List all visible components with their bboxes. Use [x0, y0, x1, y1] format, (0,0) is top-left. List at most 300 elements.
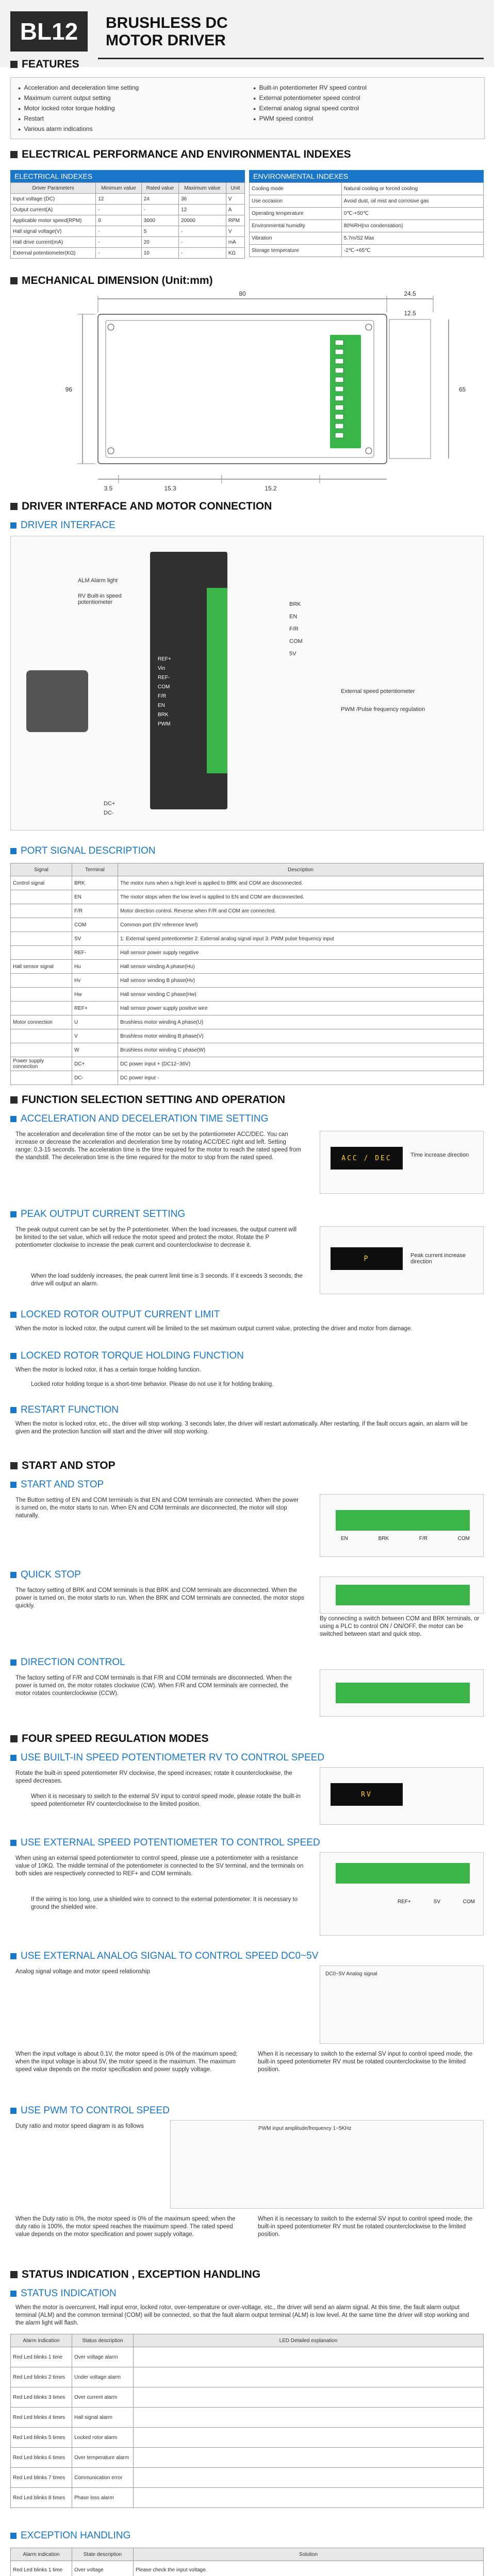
- cell: Communication error: [72, 2468, 134, 2488]
- cell: Red Led blinks 5 times: [11, 2428, 72, 2448]
- cell: W: [72, 1043, 118, 1057]
- accel-display: ACC / DEC: [331, 1147, 403, 1170]
- cell: [11, 1002, 72, 1015]
- accel-text: The acceleration and deceleration time of the motor can be set by the potentiometer ACC/DEC. You can increase or decrease the acceleration and deceleration time by rotating ACC/DEC right and left. Setting range: 0.3-15 seconds. The acceleration time is the time required for the motor to reach the rated speed from the standstill. The deceleration time is the time required for the motor to stop from the rated speed.: [15, 1131, 301, 1161]
- cell: [11, 890, 72, 904]
- dim-label: 12.5: [404, 310, 416, 317]
- terminal-label: BRK: [378, 1536, 389, 1541]
- feature-item: ● External analog signal speed control: [253, 104, 480, 114]
- pwm-label: PWM /Pulse frequency regulation: [341, 706, 425, 713]
- feature-item: ● Maximum current output setting: [18, 93, 245, 104]
- terminal-label: F/R: [158, 693, 167, 699]
- subsection-marker-icon: [10, 1353, 17, 1359]
- section-title: MECHANICAL DIMENSION (Unit:mm): [22, 275, 213, 286]
- cell: [11, 918, 72, 932]
- table-row: [11, 248, 245, 259]
- cell: V: [72, 1029, 118, 1043]
- cell: V: [226, 194, 244, 205]
- builtin-note: When it is necessary to switch to the external SV input to control speed mode, please rotate the built-in speed potentiometer RV counterclockwise to the limited position.: [31, 1793, 301, 1807]
- terminal-labels: [158, 655, 171, 729]
- subsection-title: DIRECTION CONTROL: [21, 1657, 125, 1668]
- header-cell: Alarm indication: [11, 2548, 72, 2561]
- table-row: [250, 183, 484, 195]
- section-title: START AND STOP: [22, 1460, 116, 1471]
- subsection-exception: [10, 2530, 484, 2543]
- terminal-label: REF+: [158, 656, 171, 662]
- electrical-table: [10, 182, 245, 259]
- peak-text: The peak output current can be set by the P potentiometer. When the load increases, the output current will be limited to the set value, which will reduce the motor speed and protect the motor. Rotate the P potentiometer clockwise to increase the peak current and counterclockwise to decrease it.: [15, 1227, 297, 1248]
- page-title: [106, 14, 228, 49]
- subsection-marker-icon: [10, 1211, 17, 1217]
- cell: Over temperature alarm: [72, 2448, 134, 2468]
- hold-text: When the motor is locked rotor, it has a certain torque holding function.: [15, 1367, 201, 1373]
- cell: Red Led blinks 4 times: [11, 2408, 72, 2428]
- terminal-label: BRK: [158, 712, 169, 718]
- status-table-block: [10, 2334, 484, 2508]
- subsection-hold: [10, 1350, 484, 1363]
- subsection-marker-icon: [10, 848, 17, 854]
- section-status: [10, 2267, 484, 2282]
- cell: Hall sensor power supply negative: [118, 946, 484, 960]
- locked-text: When the motor is locked rotor, the output current will be limited to the set maximum output current value, protecting the driver and motor from damage.: [15, 1326, 413, 1332]
- start-stop-illustration: [320, 1494, 484, 1557]
- cell: DC power input -: [118, 1071, 484, 1085]
- table-row: [11, 2347, 484, 2367]
- table-header-row: [11, 2334, 484, 2347]
- title-line-2: MOTOR DRIVER: [106, 32, 226, 49]
- cell: 80%RH(no condensation): [341, 220, 483, 232]
- subsection-start-stop: [10, 1479, 484, 1492]
- cell: SV: [72, 932, 118, 946]
- pwm-illustration: [170, 2120, 484, 2209]
- cell: A: [226, 205, 244, 215]
- cell: Power supply connection: [11, 1057, 72, 1071]
- table-row: [250, 195, 484, 208]
- header-cell: Alarm indication: [11, 2334, 72, 2347]
- subsection-title: ACCELERATION AND DECELERATION TIME SETTING: [21, 1113, 269, 1124]
- port-signal-block: [10, 863, 484, 1085]
- table-row: [11, 890, 484, 904]
- subsection-title: LOCKED ROTOR OUTPUT CURRENT LIMIT: [21, 1309, 220, 1320]
- subsection-title: LOCKED ROTOR TORQUE HOLDING FUNCTION: [21, 1350, 244, 1361]
- hold-note: Locked rotor holding torque is a short-time behavior. Please do not use it for holding braking.: [31, 1381, 274, 1387]
- cell: [11, 974, 72, 988]
- cell: -: [141, 205, 178, 215]
- table-row: [11, 226, 245, 237]
- led-waveform: [134, 2488, 484, 2508]
- cell: 12: [96, 194, 141, 205]
- table-row: [11, 215, 245, 226]
- table-row: [11, 237, 245, 248]
- cell: Hu: [72, 960, 118, 974]
- table-row: [11, 1057, 484, 1071]
- subsection-driver-interface: [10, 519, 484, 533]
- peak-display: P: [331, 1247, 403, 1270]
- cell: Input voltage (DC): [11, 194, 96, 205]
- electrical-indexes: [10, 170, 245, 259]
- cell: 20000: [179, 215, 226, 226]
- cell: DC-: [72, 1071, 118, 1085]
- table-row: [11, 988, 484, 1002]
- feature-item: ● Various alarm indications: [18, 124, 245, 134]
- cell: 24: [141, 194, 178, 205]
- cell: Hall sensor winding C phase(Hw): [118, 988, 484, 1002]
- analog-chart-label: DC0~5V Analog signal: [325, 1971, 377, 1977]
- table-row: [11, 918, 484, 932]
- feature-item: ● Acceleration and deceleration time setting: [18, 83, 245, 93]
- subsection-external: [10, 1837, 484, 1850]
- cell: Red Led blinks 2 times: [11, 2367, 72, 2387]
- dim-label: 96: [65, 386, 72, 393]
- cell: 5: [141, 226, 178, 237]
- cell: External potentiometer(KΩ): [11, 248, 96, 259]
- led-waveform: [134, 2408, 484, 2428]
- header-cell: Unit: [226, 183, 244, 194]
- subsection-title: PEAK OUTPUT CURRENT SETTING: [21, 1209, 186, 1219]
- table-row: [11, 904, 484, 918]
- external-pot-label: External speed potentiometer: [341, 688, 415, 694]
- cell: Vibration: [250, 232, 342, 245]
- cell: Brushless motor winding C phase(W): [118, 1043, 484, 1057]
- table-row: [11, 2561, 484, 2576]
- cell: Red Led blinks 1 time: [11, 2347, 72, 2367]
- terminal-strip: [336, 1863, 470, 1884]
- cell: 0℃-+50℃: [341, 208, 483, 220]
- section-marker-icon: [10, 1735, 18, 1742]
- led-waveform: [134, 2367, 484, 2387]
- pot-label: SV: [433, 1899, 440, 1905]
- cell: Hall sensor signal: [11, 960, 72, 974]
- subsection-marker-icon: [10, 1840, 17, 1846]
- terminal-strip: [336, 1510, 470, 1531]
- cell: [11, 988, 72, 1002]
- quick-stop-illustration: [320, 1577, 484, 1614]
- dim-label: 15.2: [265, 485, 277, 492]
- table-row: [11, 1043, 484, 1057]
- terminal-label: EN: [158, 703, 165, 708]
- table-row: [11, 2488, 484, 2508]
- table-row: [11, 1029, 484, 1043]
- rv-pot-label: RV Built-in speed potentiometer: [78, 593, 122, 605]
- section-title: FOUR SPEED REGULATION MODES: [22, 1733, 209, 1744]
- cell: The motor runs when a high level is applied to BRK and COM are disconnected.: [118, 876, 484, 890]
- power-label: DC+: [104, 801, 116, 807]
- cell: Storage temperature: [250, 245, 342, 257]
- section-electrical: [10, 147, 484, 162]
- cell: Over current alarm: [72, 2387, 134, 2408]
- table-row: [11, 876, 484, 890]
- section-title: ELECTRICAL PERFORMANCE AND ENVIRONMENTAL INDEXES: [22, 148, 351, 160]
- subsection-port-signal: [10, 845, 484, 858]
- cell: Natural cooling or forced cooling: [341, 183, 483, 195]
- subsection-marker-icon: [10, 1572, 17, 1578]
- section-title: DRIVER INTERFACE AND MOTOR CONNECTION: [22, 500, 272, 512]
- subsection-title: EXCEPTION HANDLING: [21, 2530, 131, 2541]
- pwm-chart-label: PWM input amplitude/frequency 1~5KHz: [258, 2126, 352, 2131]
- cell: Control signal: [11, 876, 72, 890]
- cell: COM: [72, 918, 118, 932]
- cell: 1: External speed potentiometer 2: External analog signal input 3: PWM pulse frequency input: [118, 932, 484, 946]
- table-row: [11, 960, 484, 974]
- cell: BRK: [72, 876, 118, 890]
- cell: RPM: [226, 215, 244, 226]
- direction-illustration: [320, 1669, 484, 1717]
- section-marker-icon: [10, 1096, 18, 1104]
- table-row: [11, 205, 245, 215]
- direction-text: The factory setting of F/R and COM terminals is that F/R and COM terminals are disconnected. When the power is turned on, the motor rotates clockwise (CW). When F/R and COM terminals are connected, the motor rotates counterclockwise (CCW).: [15, 1675, 292, 1697]
- cell: U: [72, 1015, 118, 1029]
- header-cell: Rated value: [141, 183, 178, 194]
- cell: F/R: [72, 904, 118, 918]
- subsection-marker-icon: [10, 1659, 17, 1666]
- restart-text: When the motor is locked rotor, etc., the driver will stop working. 3 seconds later, the driver will restart automatically. After restarting, if the fault occurs again, an alarm will be given and the protection function will start and the driver will stop working.: [15, 1421, 468, 1435]
- led-waveform: [134, 2448, 484, 2468]
- led-waveform: [134, 2468, 484, 2488]
- table-row: [11, 1015, 484, 1029]
- terminal-label: COM: [158, 684, 170, 690]
- feature-item: ● External potentiometer speed control: [253, 93, 480, 104]
- cell: [11, 1043, 72, 1057]
- subsection-locked: [10, 1309, 484, 1322]
- builtin-illustration: [320, 1767, 484, 1825]
- subsection-marker-icon: [10, 1953, 17, 1959]
- environment-title: ENVIRONMENTAL INDEXES: [249, 170, 484, 182]
- cell: [11, 1029, 72, 1043]
- table-row: [11, 974, 484, 988]
- section-features: [10, 57, 484, 72]
- external-illustration: [320, 1852, 484, 1936]
- cell: Locked rotor alarm: [72, 2428, 134, 2448]
- motor-icon: [26, 670, 88, 732]
- table-row: [11, 194, 245, 205]
- subsection-status-indication: [10, 2287, 484, 2301]
- cell: Hall sensor winding B phase(Hv): [118, 974, 484, 988]
- header-cell: Maximum value: [179, 183, 226, 194]
- features-left: [18, 83, 245, 134]
- control-label: EN: [289, 614, 298, 620]
- title-line-1: BRUSHLESS DC: [106, 14, 228, 31]
- section-driver-interface: [10, 499, 484, 514]
- exception-table: [10, 2548, 484, 2576]
- subsection-title: RESTART FUNCTION: [21, 1404, 119, 1415]
- cell: 36: [179, 194, 226, 205]
- dim-label: 3.5: [104, 485, 113, 492]
- pot-labels: [398, 1899, 475, 1905]
- terminal-label: REF-: [158, 675, 170, 681]
- subsection-marker-icon: [10, 2108, 17, 2114]
- cell: Red Led blinks 7 times: [11, 2468, 72, 2488]
- cell: Environmental humidity: [250, 220, 342, 232]
- feature-item: ● Motor locked rotor torque holding: [18, 104, 245, 114]
- cell: Brushless motor winding B phase(V): [118, 1029, 484, 1043]
- subsection-marker-icon: [10, 1312, 17, 1318]
- cell: DC power input + (DC12~36V): [118, 1057, 484, 1071]
- subsection-accel: [10, 1113, 484, 1126]
- feature-item: ● Built-in potentiometer RV speed control: [253, 83, 480, 93]
- subsection-restart: [10, 1404, 484, 1417]
- external-text: When using an external speed potentiometer to control speed, please use a potentiometer with a resistance value of 10KΩ. The middle terminal of the potentiometer is connected to the SV terminal, and the terminals on both sides are respectively connected to REF+ and COM terminals.: [15, 1855, 304, 1877]
- terminal-labels: [341, 1536, 470, 1541]
- cell: Red Led blinks 1 time: [11, 2561, 72, 2576]
- table-row: [11, 1002, 484, 1015]
- control-labels: [289, 598, 303, 660]
- subsection-marker-icon: [10, 1482, 17, 1488]
- table-row: [11, 1071, 484, 1085]
- control-label: COM: [289, 638, 303, 645]
- header-cell: State description: [72, 2548, 134, 2561]
- table-row: [11, 2448, 484, 2468]
- dim-label: 24.5: [404, 290, 416, 297]
- subsection-title: USE PWM TO CONTROL SPEED: [21, 2105, 170, 2116]
- cell: Hall sensor power supply positive wire: [118, 1002, 484, 1015]
- cell: Common port (0V reference level): [118, 918, 484, 932]
- cell: The motor stops when the low level is applied to EN and COM are disconnected.: [118, 890, 484, 904]
- subsection-marker-icon: [10, 2533, 17, 2539]
- cell: Red Led blinks 8 times: [11, 2488, 72, 2508]
- subsection-title: USE EXTERNAL ANALOG SIGNAL TO CONTROL SPEED DC0~5V: [21, 1951, 319, 1961]
- table-row: [11, 946, 484, 960]
- cell: EN: [72, 890, 118, 904]
- header-cell: Driver Parameters: [11, 183, 96, 194]
- cell: 20: [141, 237, 178, 248]
- table-row: [11, 2468, 484, 2488]
- external-note: If the wiring is too long, use a shielded wire to connect to the external potentiometer. It is necessary to ground the shielded wire.: [31, 1896, 298, 1910]
- cell: 12: [179, 205, 226, 215]
- power-labels: [104, 799, 115, 818]
- dim-label: 65: [459, 386, 466, 393]
- feature-item: ● Restart: [18, 114, 245, 124]
- cell: V: [226, 226, 244, 237]
- table-row: [11, 2408, 484, 2428]
- port-signal-table: [10, 863, 484, 1085]
- control-label: BRK: [289, 601, 301, 607]
- cell: REF+: [72, 1002, 118, 1015]
- cell: Hall sensor winding A phase(Hu): [118, 960, 484, 974]
- start-stop-text: The Button setting of EN and COM terminals is that EN and COM terminals are connected. When the power is turned on, the motor starts to run. When EN and COM terminals are disconnected, the motor will stop naturally.: [15, 1497, 299, 1519]
- cell: KΩ: [226, 248, 244, 259]
- section-marker-icon: [10, 2271, 18, 2278]
- cell: Red Led blinks 3 times: [11, 2387, 72, 2408]
- pwm-note: When the Duty ratio is 0%, the motor speed is 0% of the maximum speed; when the duty ratio is 100%, the motor speed reaches the maximum speed. The rated speed value depends on the motor specification and power supply voltage.: [15, 2216, 236, 2238]
- rv-display: RV: [331, 1783, 403, 1806]
- cell: -: [96, 226, 141, 237]
- cell: [11, 946, 72, 960]
- cell: Operating temperature: [250, 208, 342, 220]
- cell: Motor connection: [11, 1015, 72, 1029]
- terminal-label: EN: [341, 1536, 348, 1541]
- section-marker-icon: [10, 151, 18, 158]
- terminal-label: Vin: [158, 666, 166, 671]
- subsection-title: USE EXTERNAL SPEED POTENTIOMETER TO CONTROL SPEED: [21, 1837, 320, 1848]
- cell: 5.7m/S2 Max: [341, 232, 483, 245]
- subsection-title: START AND STOP: [21, 1479, 104, 1490]
- dim-label: 15.3: [164, 485, 176, 492]
- header-cell: LED Detailed explanation: [134, 2334, 484, 2347]
- table-header-row: [11, 183, 245, 194]
- table-header-row: [11, 2548, 484, 2561]
- cell: mA: [226, 237, 244, 248]
- cell: Red Led blinks 6 times: [11, 2448, 72, 2468]
- peak-caption: Peak current increase direction: [410, 1252, 466, 1265]
- cell: [11, 932, 72, 946]
- table-row: [11, 932, 484, 946]
- cell: Output current(A): [11, 205, 96, 215]
- header-cell: Description: [118, 863, 484, 876]
- electrical-title: ELECTRICAL INDEXES: [10, 170, 245, 182]
- subsection-title: DRIVER INTERFACE: [21, 520, 116, 531]
- header-cell: Terminal: [72, 863, 118, 876]
- table-row: [11, 2387, 484, 2408]
- section-marker-icon: [10, 503, 18, 510]
- section-marker-icon: [10, 61, 18, 68]
- mechanical-drawing: [0, 289, 494, 495]
- header-cell: Signal: [11, 863, 72, 876]
- subsection-title: STATUS INDICATION: [21, 2288, 117, 2299]
- environment-indexes: [249, 170, 484, 257]
- analog-illustration: [320, 1965, 484, 2044]
- section-marker-icon: [10, 1462, 18, 1469]
- led-waveform: [134, 2347, 484, 2367]
- table-row: [250, 232, 484, 245]
- driver-interface-diagram: [10, 536, 484, 831]
- status-indication-text: When the motor is overcurrent, Hall input error, locked rotor, over-temperature or over-voltage, etc., the driver will send an alarm signal. At this time, the fault alarm output terminal (ALM) and the common terminal (COM) will be connected, so that the fault alarm output terminal (ALM) is low level. At the same time the driver will stop working and the alarm light will flash.: [15, 2304, 469, 2326]
- cell: Hall signal voltage(V): [11, 226, 96, 237]
- pot-label: REF+: [398, 1899, 411, 1905]
- section-start-stop: [10, 1458, 484, 1473]
- section-function-setting: [10, 1092, 484, 1108]
- cell: Cooling mode: [250, 183, 342, 195]
- table-row: [11, 2367, 484, 2387]
- cell: 10: [141, 248, 178, 259]
- section-title: FEATURES: [22, 58, 79, 70]
- model-badge: BL12: [10, 11, 88, 52]
- cell: Motor direction control. Reverse when F/R and COM are connected.: [118, 904, 484, 918]
- cell: REF-: [72, 946, 118, 960]
- cell: Avoid dust, oil mist and corrosive gas: [341, 195, 483, 208]
- header-cell: Status description: [72, 2334, 134, 2347]
- cell: 3000: [141, 215, 178, 226]
- accel-caption: Time increase direction: [410, 1152, 469, 1158]
- quick-stop-text: The factory setting of BRK and COM terminals is that BRK and COM terminals are disconnected. When the power is turned on, the motor starts to run. When the BRK and COM terminals are connected, the motor stops quickly.: [15, 1587, 304, 1609]
- subsection-direction: [10, 1656, 484, 1670]
- subsection-builtin: [10, 1752, 484, 1765]
- builtin-text: Rotate the built-in speed potentiometer RV clockwise, the speed increases; rotate it counterclockwise, the speed decreases.: [15, 1770, 292, 1784]
- led-waveform: [134, 2387, 484, 2408]
- header-cell: Minimum value: [96, 183, 141, 194]
- table-header-row: [11, 863, 484, 876]
- section-marker-icon: [10, 277, 18, 284]
- terminal-block: [330, 335, 361, 448]
- peak-note: When the load suddenly increases, the peak current limit time is 3 seconds. If it exceeds 3 seconds, the drive will output an alarm.: [31, 1273, 303, 1287]
- section-title: FUNCTION SELECTION SETTING AND OPERATION: [22, 1094, 286, 1106]
- cell: Under voltage alarm: [72, 2367, 134, 2387]
- analog-note: When the input voltage is about 0.1V, the motor speed is 0% of the maximum speed; when the input voltage is about 5V, the motor speed is the maximum. The maximum speed value depends on the motor specification and power supply voltage.: [15, 2051, 238, 2073]
- terminal-strip: [336, 1585, 470, 1605]
- subsection-analog: [10, 1950, 484, 1963]
- subsection-peak: [10, 1208, 484, 1222]
- features-box: [10, 77, 485, 139]
- status-table: [10, 2334, 484, 2508]
- pwm-note-2: When it is necessary to switch to the external SV input to control speed mode, the built-in speed potentiometer RV must be rotated counterclockwise to the limited position.: [258, 2216, 473, 2238]
- cell: Hall signal alarm: [72, 2408, 134, 2428]
- cell: Hv: [72, 974, 118, 988]
- alarm-light-label: ALM Alarm light: [78, 578, 118, 584]
- terminal-strip: [207, 588, 227, 773]
- environment-table: [249, 182, 484, 257]
- table-row: [250, 245, 484, 257]
- power-label: DC-: [104, 810, 114, 816]
- cell: -: [96, 248, 141, 259]
